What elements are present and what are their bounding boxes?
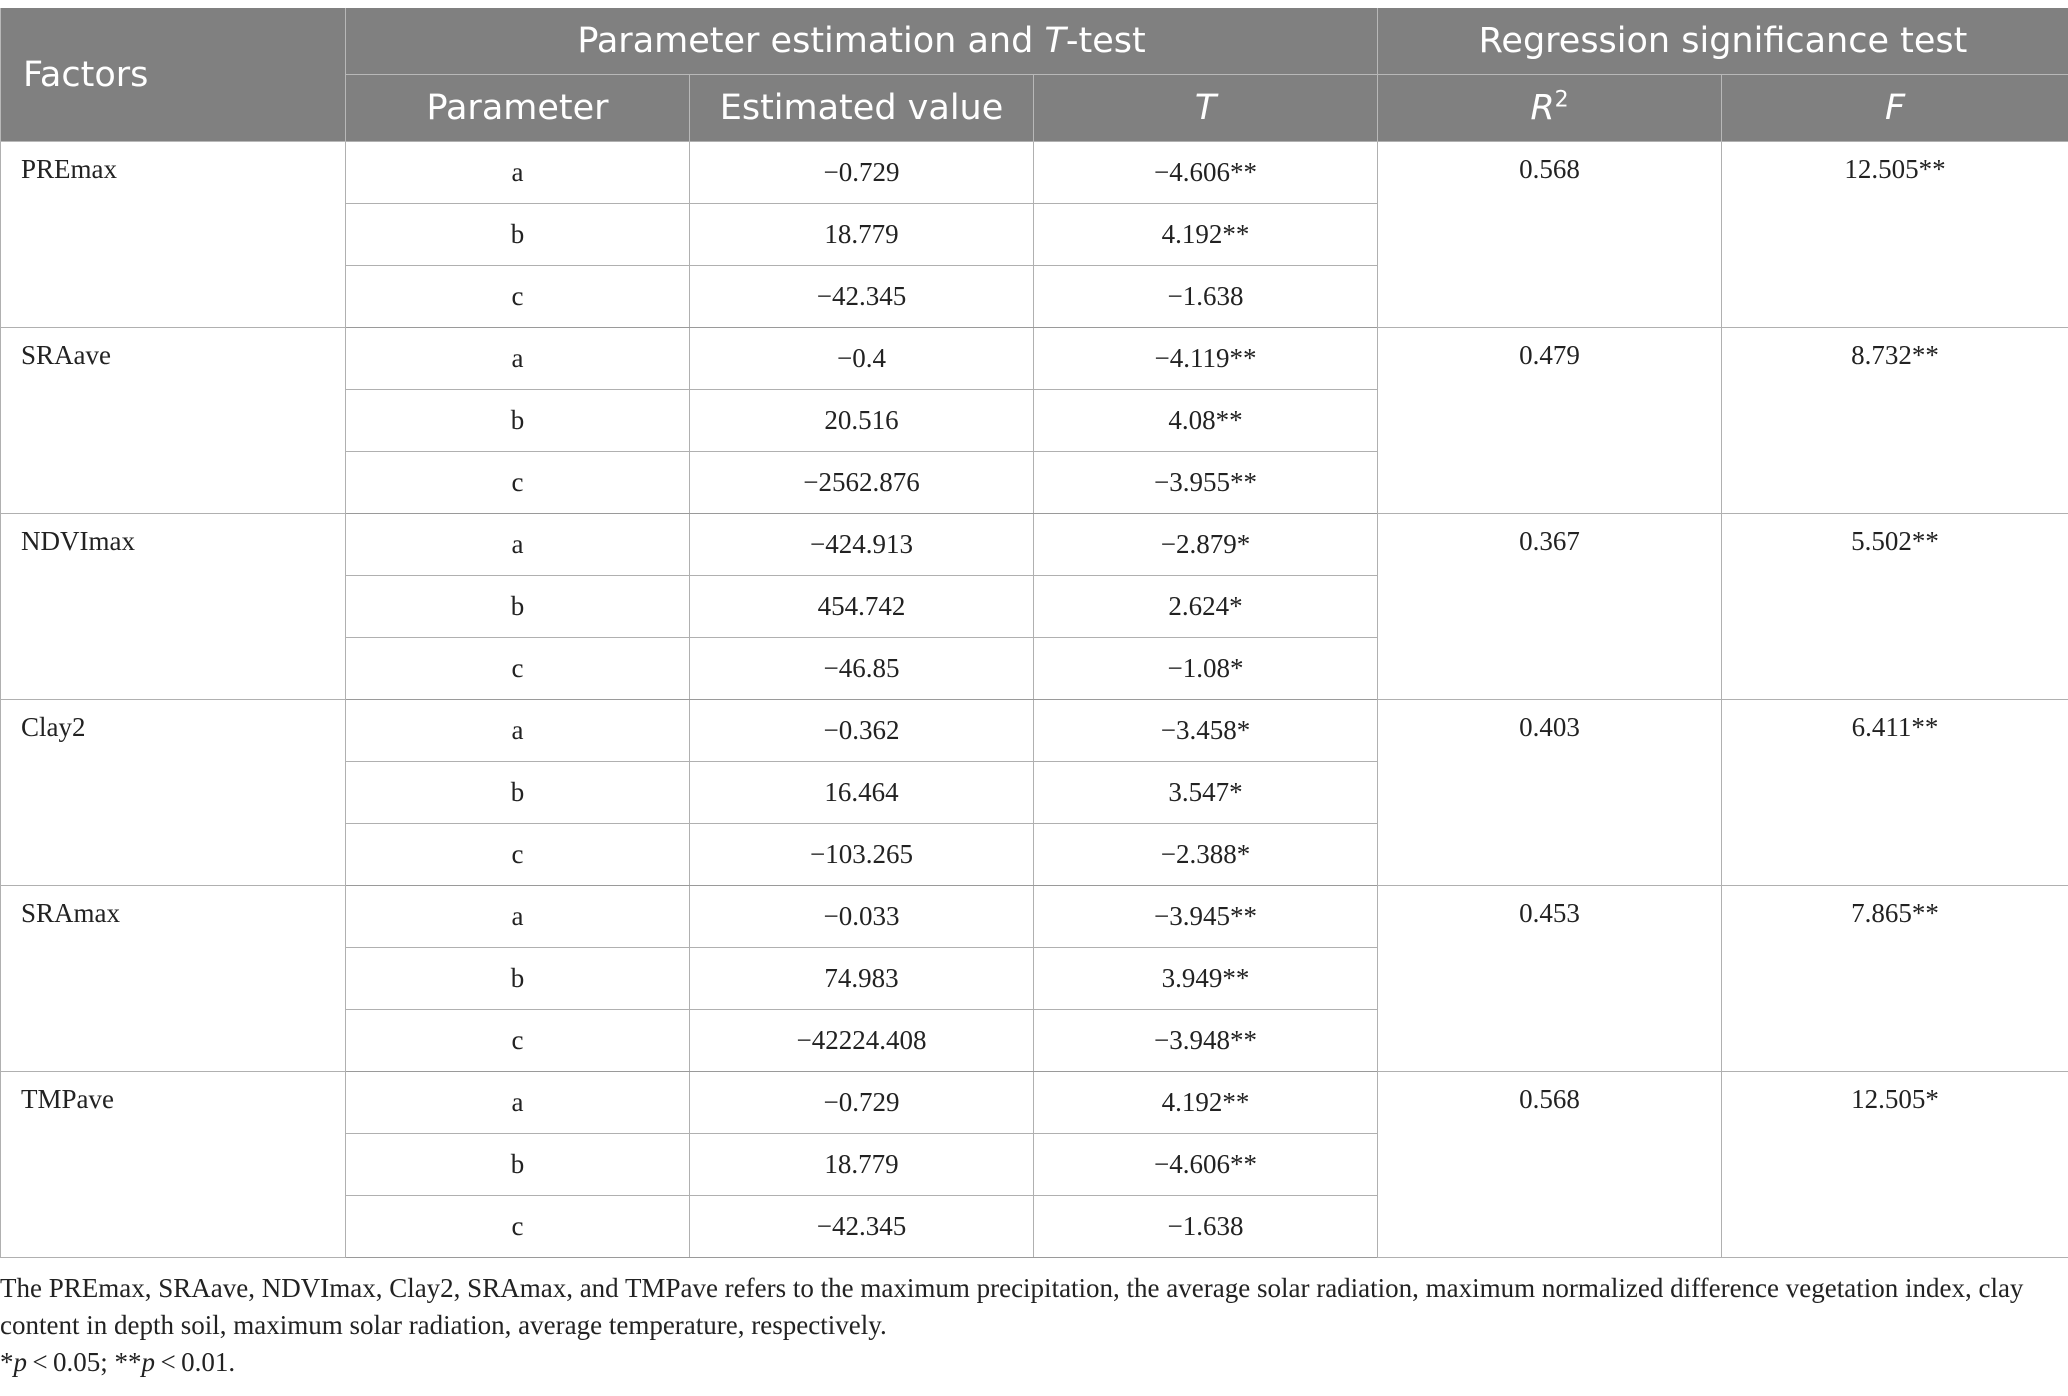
estimated-value-cell: 18.779 [690,1134,1034,1196]
header-t [1034,75,1378,142]
header-group1-text: Parameter estimation and [577,21,1045,61]
t-value-cell: −1.08* [1034,638,1378,700]
t-value-cell: −2.388* [1034,824,1378,886]
f-cell: 12.505* [1722,1072,2068,1258]
f-cell: 12.505** [1722,142,2068,328]
header-r2-base: R [1530,88,1555,128]
parameter-cell: b [346,204,690,266]
t-value-cell: −1.638 [1034,266,1378,328]
parameter-cell: a [346,700,690,762]
estimated-value-cell: 16.464 [690,762,1034,824]
f-cell: 7.865** [1722,886,2068,1072]
t-value-cell: 3.949** [1034,948,1378,1010]
t-value-cell: −2.879* [1034,514,1378,576]
parameter-cell: b [346,1134,690,1196]
factor-cell: TMPave [1,1072,346,1258]
estimated-value-cell: −0.729 [690,1072,1034,1134]
r2-cell: 0.453 [1378,886,1722,1072]
sig-text-1: < 0.05; ** [27,1347,142,1377]
table-row [1,886,2068,948]
r2-cell: 0.568 [1378,1072,1722,1258]
r2-cell: 0.367 [1378,514,1722,700]
parameter-cell: a [346,142,690,204]
estimated-value-cell: 74.983 [690,948,1034,1010]
header-group1-suffix: -test [1065,21,1146,61]
t-value-cell: 4.08** [1034,390,1378,452]
parameter-cell: a [346,514,690,576]
r2-cell: 0.568 [1378,142,1722,328]
header-f-italic: F [1884,88,1906,128]
factor-cell: SRAmax [1,886,346,1072]
sig-star-1: * [0,1347,14,1377]
table-container [0,8,2068,1258]
footnote-significance [0,1344,2060,1381]
parameter-cell: c [346,1010,690,1072]
estimated-value-cell: 18.779 [690,204,1034,266]
t-value-cell: 2.624* [1034,576,1378,638]
t-value-cell: −4.119** [1034,328,1378,390]
table-header [1,8,2068,142]
parameter-cell: b [346,576,690,638]
t-value-cell: −4.606** [1034,142,1378,204]
estimated-value-cell: −103.265 [690,824,1034,886]
table-body [1,142,2068,1258]
estimated-value-cell: 454.742 [690,576,1034,638]
parameter-cell: b [346,762,690,824]
r2-cell: 0.479 [1378,328,1722,514]
factor-cell: Clay2 [1,700,346,886]
table-row [1,142,2068,204]
header-r2 [1378,75,1722,142]
sig-p-1: p [13,1347,27,1377]
sig-text-2: < 0.01. [155,1347,236,1377]
t-value-cell: −3.458* [1034,700,1378,762]
parameter-cell: b [346,390,690,452]
regression-table [0,8,2068,1258]
parameter-cell: a [346,886,690,948]
estimated-value-cell: 20.516 [690,390,1034,452]
t-value-cell: −3.955** [1034,452,1378,514]
estimated-value-cell: −42.345 [690,1196,1034,1258]
parameter-cell: c [346,638,690,700]
parameter-cell: b [346,948,690,1010]
f-cell: 8.732** [1722,328,2068,514]
header-parameter-estimation [346,8,1378,75]
estimated-value-cell: −46.85 [690,638,1034,700]
t-value-cell: 3.547* [1034,762,1378,824]
estimated-value-cell: −424.913 [690,514,1034,576]
header-regression-significance: Regression significance test [1378,8,2068,75]
estimated-value-cell: −2562.876 [690,452,1034,514]
t-value-cell: 4.192** [1034,1072,1378,1134]
table-row [1,700,2068,762]
f-cell: 5.502** [1722,514,2068,700]
parameter-cell: c [346,1196,690,1258]
estimated-value-cell: −0.729 [690,142,1034,204]
header-group1-italic: T [1044,21,1066,61]
table-row [1,328,2068,390]
estimated-value-cell: −0.033 [690,886,1034,948]
table-row [1,1072,2068,1134]
header-factors: Factors [1,8,346,142]
header-f [1722,75,2068,142]
estimated-value-cell: −0.4 [690,328,1034,390]
sig-p-2: p [141,1347,156,1377]
header-t-italic: T [1194,88,1217,128]
t-value-cell: −4.606** [1034,1134,1378,1196]
factor-cell: SRAave [1,328,346,514]
t-value-cell: −1.638 [1034,1196,1378,1258]
header-estimated-value: Estimated value [690,75,1034,142]
parameter-cell: a [346,328,690,390]
r2-cell: 0.403 [1378,700,1722,886]
t-value-cell: −3.948** [1034,1010,1378,1072]
f-cell: 6.411** [1722,700,2068,886]
parameter-cell: a [346,1072,690,1134]
parameter-cell: c [346,452,690,514]
header-r2-sup: 2 [1554,87,1569,113]
header-parameter: Parameter [346,75,690,142]
factor-cell: PREmax [1,142,346,328]
t-value-cell: −3.945** [1034,886,1378,948]
estimated-value-cell: −42.345 [690,266,1034,328]
estimated-value-cell: −42224.408 [690,1010,1034,1072]
parameter-cell: c [346,824,690,886]
estimated-value-cell: −0.362 [690,700,1034,762]
table-row [1,514,2068,576]
factor-cell: NDVImax [1,514,346,700]
footnote-description: The PREmax, SRAave, NDVImax, Clay2, SRAmax, and TMPave refers to the maximum precipitation, the average solar radiation, maximum normalized difference vegetation index, clay content in depth soil, maximum solar radiation, average temperature, respectively. [0,1273,2024,1340]
parameter-cell: c [346,266,690,328]
table-footnote [0,1270,2060,1381]
t-value-cell: 4.192** [1034,204,1378,266]
